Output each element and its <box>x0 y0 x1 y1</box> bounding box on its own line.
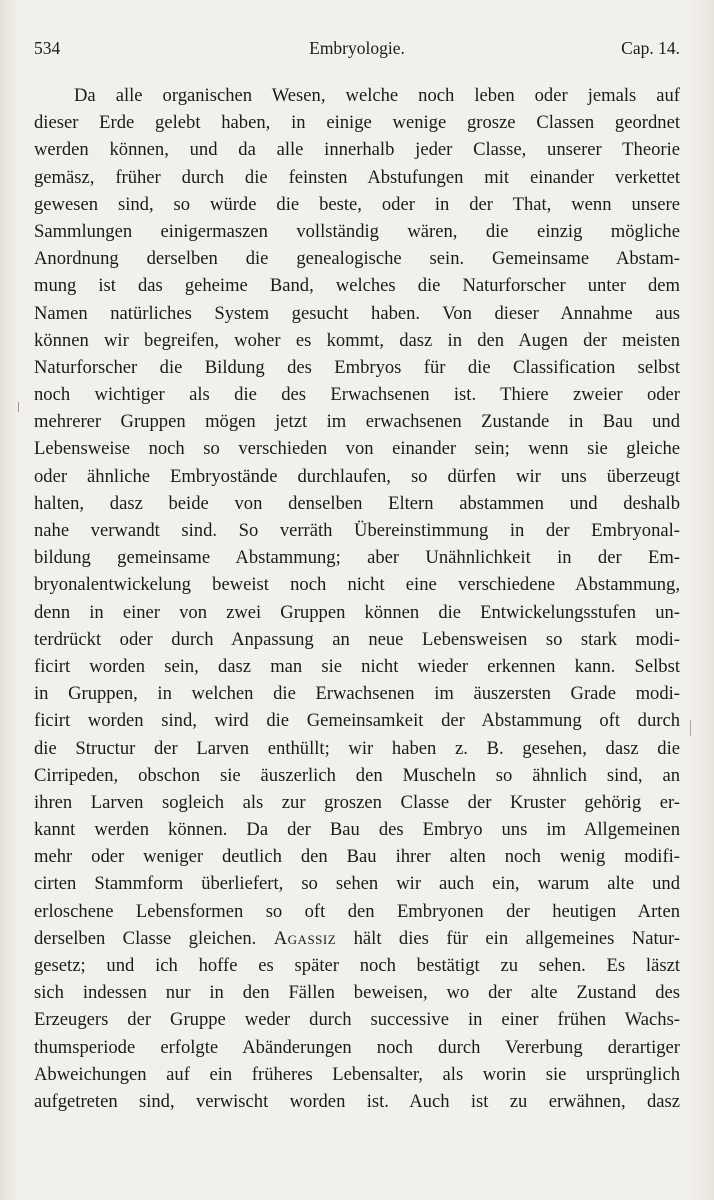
text-line: oder ähnliche Embryostände durchlaufen, so dürfen wir uns überzeugt <box>34 465 680 487</box>
text-line: cirten Stammform überliefert, so sehen wir auch ein, warum alte und <box>34 873 680 895</box>
running-title: Embryologie. <box>309 38 405 58</box>
text-line: ihren Larven sogleich als zur groszen Classe der Kruster gehörig er- <box>34 791 680 813</box>
text-line: gemäsz, früher durch die feinsten Abstufungen mit einander verkettet <box>34 166 680 188</box>
text-line: ficirt worden sind, wird die Gemeinsamkeit der Abstammung oft durch <box>34 710 680 732</box>
page-header <box>34 38 680 62</box>
text-line: Namen natürliches System gesucht haben. Von dieser Annahme aus <box>34 302 680 324</box>
text-line: dieser Erde gelebt haben, in einige wenige grosze Classen geordnet <box>34 112 680 134</box>
text-line: gewesen sind, so würde die beste, oder in der That, wenn unsere <box>34 193 680 215</box>
text-line: gesetz; und ich hoffe es später noch bestätigt zu sehen. Es läszt <box>34 955 680 976</box>
text-line: mehr oder weniger deutlich den Bau ihrer alten noch wenig modifi- <box>34 846 680 868</box>
text-line: Sammlungen einigermaszen vollständig wären, die einzig mögliche <box>34 220 680 242</box>
text-line <box>34 925 680 952</box>
text-line: werden können, und da alle innerhalb jeder Classe, unserer Theorie <box>34 139 680 161</box>
text-line: noch wichtiger als die des Erwachsenen ist. Thiere zweier oder <box>34 384 680 406</box>
page-number: 534 <box>34 38 61 58</box>
chapter-label: Cap. 14. <box>621 38 680 58</box>
text-line: thumsperiode erfolgte Abänderungen noch durch Vererbung derartiger <box>34 1036 680 1058</box>
text-line: Abweichungen auf ein früheres Lebensalter, als worin sie ursprünglich <box>34 1063 680 1085</box>
text-line: können wir begreifen, woher es kommt, dasz in den Augen der meisten <box>34 329 680 351</box>
text-line: halten, dasz beide von denselben Eltern abstammen und deshalb <box>34 492 680 514</box>
text-line: denn in einer von zwei Gruppen können die Entwickelungsstufen un- <box>34 601 680 623</box>
text-line: Lebensweise noch so verschieden von einander sein; wenn sie gleiche <box>34 438 680 460</box>
text-line: Erzeugers der Gruppe weder durch successive in einer frühen Wachs- <box>34 1009 680 1031</box>
text-segment: derselben Classe gleichen. <box>34 927 257 949</box>
body-text <box>34 82 680 1115</box>
text-line: Anordnung derselben die genealogische sein. Gemeinsame Abstam- <box>34 248 680 270</box>
text-line: bildung gemeinsame Abstammung; aber Unähnlichkeit in der Em- <box>34 547 680 569</box>
text-line: bryonalentwickelung beweist noch nicht eine verschiedene Abstammung, <box>34 574 680 596</box>
text-line: Da alle organischen Wesen, welche noch leben oder jemals auf <box>74 85 680 106</box>
text-line: ficirt worden sein, dasz man sie nicht wieder erkennen kann. Selbst <box>34 655 680 677</box>
text-line: terdrückt oder durch Anpassung an neue Lebensweisen so stark modi- <box>34 628 680 650</box>
text-line: erloschene Lebensformen so oft den Embryonen der heutigen Arten <box>34 900 680 922</box>
margin-mark <box>690 720 691 736</box>
text-line: in Gruppen, in welchen die Erwachsenen im äuszersten Grade modi- <box>34 683 680 705</box>
text-line: die Structur der Larven enthüllt; wir haben z. B. gesehen, dasz die <box>34 737 680 759</box>
margin-mark <box>18 402 19 412</box>
text-line: Cirripeden, obschon sie äuszerlich den Muscheln so ähnlich sind, an <box>34 764 680 786</box>
text-line: sich indessen nur in den Fällen beweisen, wo der alte Zustand des <box>34 982 680 1004</box>
author-name: Agassiz <box>273 927 337 949</box>
text-line: nahe verwandt sind. So verräth Übereinstimmung in der Embryonal- <box>34 520 680 541</box>
text-line: mehrerer Gruppen mögen jetzt im erwachsenen Zustande in Bau und <box>34 411 680 433</box>
text-line: aufgetreten sind, verwischt worden ist. Auch ist zu erwähnen, dasz <box>34 1090 680 1112</box>
text-line: kannt werden können. Da der Bau des Embryo uns im Allgemeinen <box>34 819 680 841</box>
text-segment: hält dies für ein allgemeines Natur- <box>353 927 680 949</box>
text-line: Naturforscher die Bildung des Embryos für die Classification selbst <box>34 356 680 378</box>
text-line: mung ist das geheime Band, welches die Naturforscher unter dem <box>34 275 680 297</box>
